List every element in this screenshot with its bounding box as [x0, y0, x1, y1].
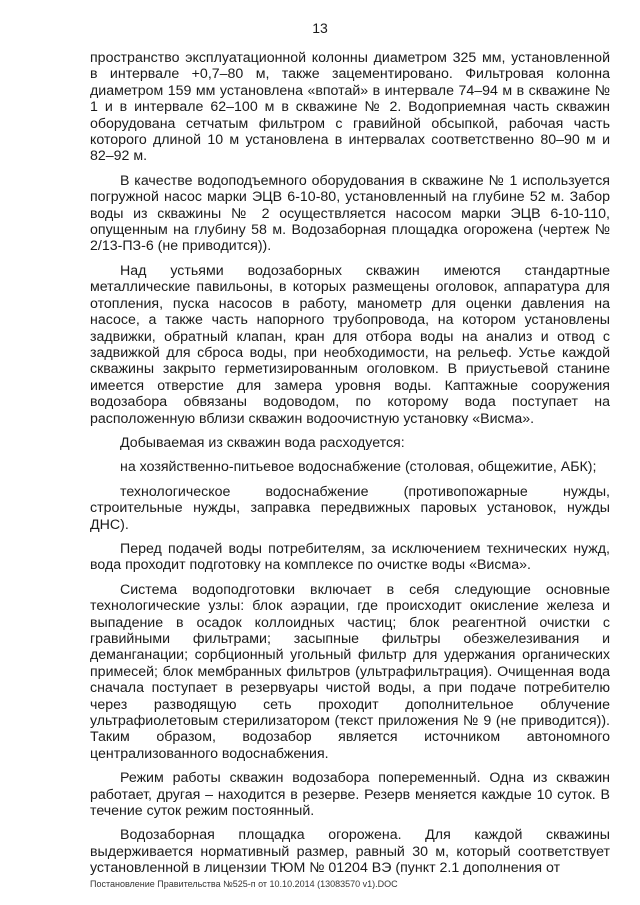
page-number: 13: [312, 20, 328, 36]
body-text: [90, 50, 610, 885]
paragraph: Над устьями водозаборных скважин имеются стандартные металлические павильоны, в которых размещены оголовок, аппаратура для отопления, пуска насосов в работу, манометр для оценки давления на насосе, а также часть напорного трубопровода, на котором установлены задвижки, обратный клапан, кран для отбора воды на анализ и отвод с задвижкой для сброса воды, при необходимости, на рельеф. Устье каждой скважины закрыто герметизированным оголовком. В приустьевой станине имеется отверстие для замера уровня воды. Каптажные сооружения водозабора обвязаны водоводом, по которому вода поступает на расположенную вблизи скважин водоочистную установку «Висма».: [90, 262, 610, 427]
paragraph: Система водоподготовки включает в себя следующие основные технологические узлы: блок аэрации, где происходит окисление железа и выпадение в осадок коллоидных частиц; блок реагентной очистки с гравийными фильтрами; засыпные фильтры обезжелезивания и деманганации; сорбционный угольный фильтр для удержания органических примесей; блок мембранных фильтров (ультрафильтрация). Очищенная вода сначала поступает в резервуары чистой воды, а при подаче потребителю через разводящую сеть проходит дополнительное облучение ультрафиолетовым стерилизатором (текст приложения № 9 (не приводится)). Таким образом, водозабор является источником автономного централизованного водоснабжения.: [90, 581, 610, 762]
document-footer: Постановление Правительства №525-п от 10.10.2014 (13083570 v1).DOC: [90, 879, 398, 889]
paragraph: В качестве водоподъемного оборудования в скважине № 1 используется погружной насос марки ЭЦВ 6-10-80, установленный на глубине 52 м. Забор воды из скважины № 2 осуществляется насосом марки ЭЦВ 6-10-110, опущенным на глубину 58 м. Водозаборная площадка огорожена (чертеж № 2/13-ПЗ-6 (не приводится)).: [90, 172, 610, 255]
paragraph: технологическое водоснабжение (противопожарные нужды, строительные нужды, заправка передвижных паровых установок, нужды ДНС).: [90, 483, 610, 533]
paragraph: Водозаборная площадка огорожена. Для каждой скважины выдерживается нормативный размер, равный 30 м, который соответствует установленной в лицензии ТЮМ № 01204 ВЭ (пункт 2.1 дополнения от: [90, 827, 610, 877]
paragraph: на хозяйственно-питьевое водоснабжение (столовая, общежитие, АБК);: [120, 459, 597, 476]
paragraph: Перед подачей воды потребителям, за исключением технических нужд, вода проходит подготовку на комплексе по очистке воды «Висма».: [90, 540, 610, 574]
paragraph: Режим работы скважин водозабора попеременный. Одна из скважин работает, другая – находится в резерве. Резерв меняется каждые 10 суток. В течение суток режим постоянный.: [90, 770, 610, 820]
paragraph: Добываемая из скважин вода расходуется:: [120, 434, 405, 451]
paragraph: пространство эксплуатационной колонны диаметром 325 мм, установленной в интервале +0,7–80 м, также зацементировано. Фильтровая колонна диаметром 159 мм установлена «впотай» в интервале 74–94 м в скважине № 1 и в интервале 62–100 м в скважине № 2. Водоприемная часть скважин оборудована сетчатым фильтром с гравийной обсыпкой, рабочая часть которого длиной 10 м установлена в интервалах соответственно 80–90 м и 82–92 м.: [90, 50, 610, 165]
